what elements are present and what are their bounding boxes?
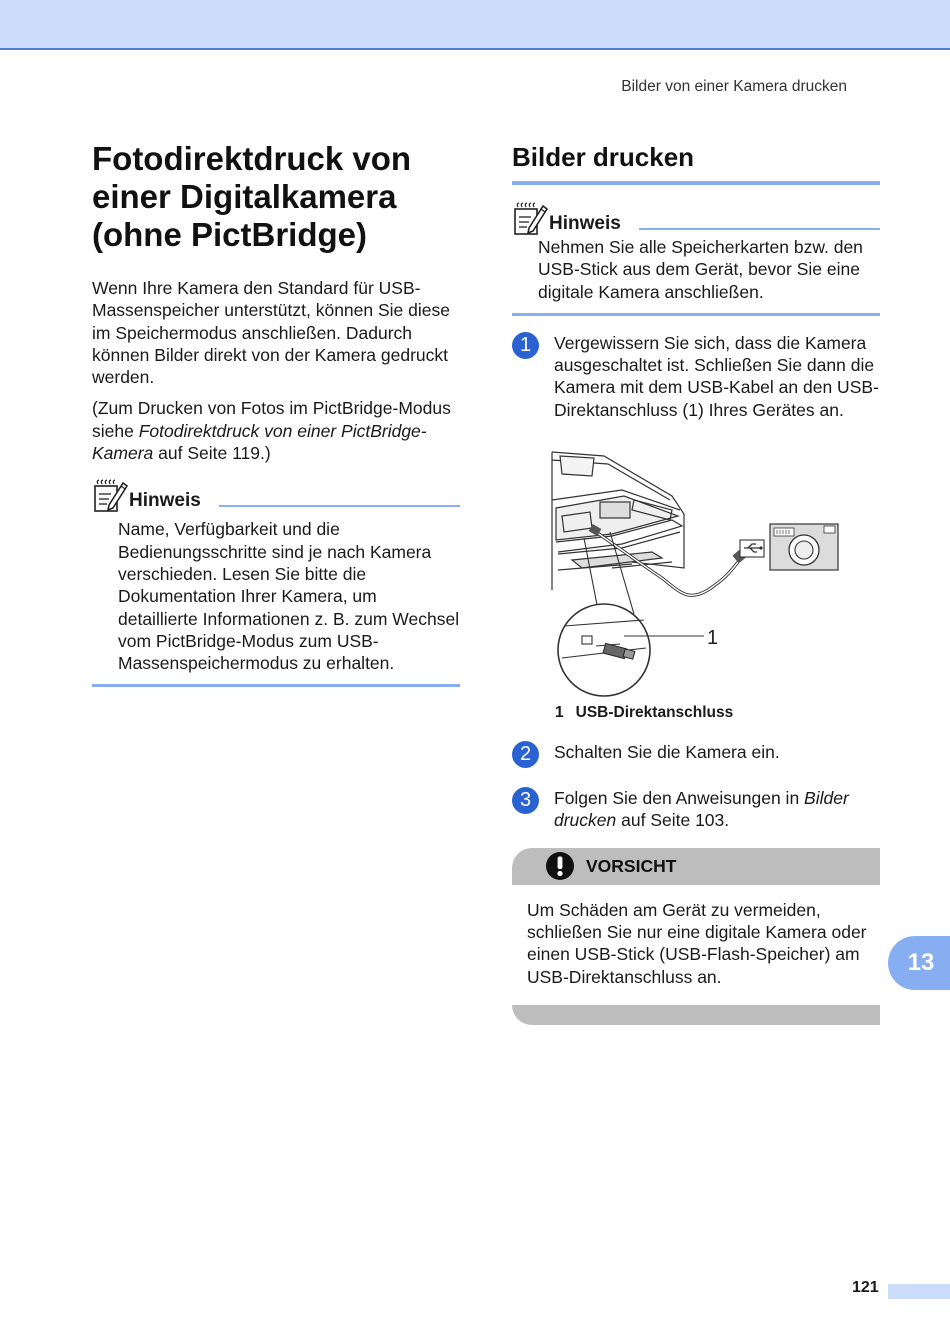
step-text: Schalten Sie die Kamera ein. (554, 742, 780, 763)
caution-box (512, 848, 880, 1025)
step-1 (512, 332, 880, 421)
caption-text: USB-Direktanschluss (575, 704, 734, 722)
caution-header (512, 848, 880, 885)
note-bottom-rule (92, 684, 460, 687)
step-number-badge: 3 (512, 787, 539, 814)
running-header: Bilder von einer Kamera drucken (621, 78, 847, 95)
left-column (92, 140, 460, 687)
step-text: Vergewissern Sie sich, dass die Kamera ausgeschaltet ist. Schließen Sie dann die Kamera mit dem USB-Kabel an den USB-Direktanschluss (1) Ihres Gerätes an. (554, 332, 879, 420)
figure-caption (512, 704, 880, 722)
usb-icon (740, 540, 764, 557)
intro-paragraph: Wenn Ihre Kamera den Standard für USB-Massenspeicher unterstützt, können Sie diese im Speichermodus anschließen. Dadurch können Bilder direkt von der Kamera gedruckt werden. (92, 278, 450, 388)
caption-number: 1 (555, 704, 564, 722)
step-number-badge: 2 (512, 741, 539, 768)
camera-icon (770, 524, 838, 570)
xref-link[interactable]: Fotodirektdruck von einer PictBridge-Kamera (92, 420, 427, 464)
note-box-left (92, 477, 460, 687)
xref-suffix: auf Seite 119.) (153, 443, 271, 464)
note-rule (219, 505, 460, 507)
section-title: Bilder drucken (512, 142, 880, 185)
step-text (554, 787, 880, 832)
note-title: Hinweis (129, 490, 201, 512)
note-text: Name, Verfügbarkeit und die Bedienungsschritte sind je nach Kamera verschieden. Lesen Sie bitte die Dokumentation Ihrer Kamera, um detaillierte Informationen z. B. zum Wechsel vom PictBridge-Modus zum USB-Massenspeichermodus zu erhalten. (118, 519, 460, 674)
note-box-right (512, 200, 880, 316)
note-pencil-icon (92, 479, 128, 513)
note-bottom-rule (512, 313, 880, 316)
step-2 (512, 741, 880, 768)
note-rule (639, 228, 880, 230)
caution-bottom-bar (512, 1005, 880, 1025)
step-link[interactable]: Bilder drucken (554, 788, 849, 831)
note-header (512, 200, 880, 236)
caution-exclamation-icon (545, 851, 575, 881)
note-title: Hinweis (549, 213, 621, 234)
step-3 (512, 787, 880, 832)
printer-drawing (552, 452, 684, 590)
right-column (512, 140, 880, 1025)
note-header (92, 477, 460, 513)
chapter-tab: 13 (888, 936, 950, 990)
page-number: 121 (852, 1279, 879, 1296)
note-text: Nehmen Sie alle Speicherkarten bzw. den USB-Stick aus dem Gerät, bevor Sie eine digitale Kamera anschließen. (538, 237, 863, 302)
page-title: Fotodirektdruck von einer Digitalkamera (ohne PictBridge) (92, 140, 412, 253)
caution-text: Um Schäden am Gerät zu vermeiden, schließen Sie nur eine digitale Kamera oder einen USB-Stick (USB-Flash-Speicher) am USB-Direktanschluss an. (527, 899, 867, 987)
usb-connection-illustration (512, 450, 880, 700)
xref-paragraph (92, 397, 460, 464)
note-pencil-icon (512, 202, 548, 236)
step-text-prefix: Folgen Sie den Anweisungen in (554, 788, 805, 809)
step-number-badge: 1 (512, 332, 539, 359)
caution-title: VORSICHT (586, 855, 677, 876)
step-text-suffix: auf Seite 103. (616, 810, 730, 831)
callout-number: 1 (707, 627, 719, 650)
top-band (0, 0, 950, 50)
xref-prefix: (Zum Drucken von Fotos im PictBridge-Modus siehe (92, 398, 451, 441)
page-number-band (888, 1284, 950, 1299)
